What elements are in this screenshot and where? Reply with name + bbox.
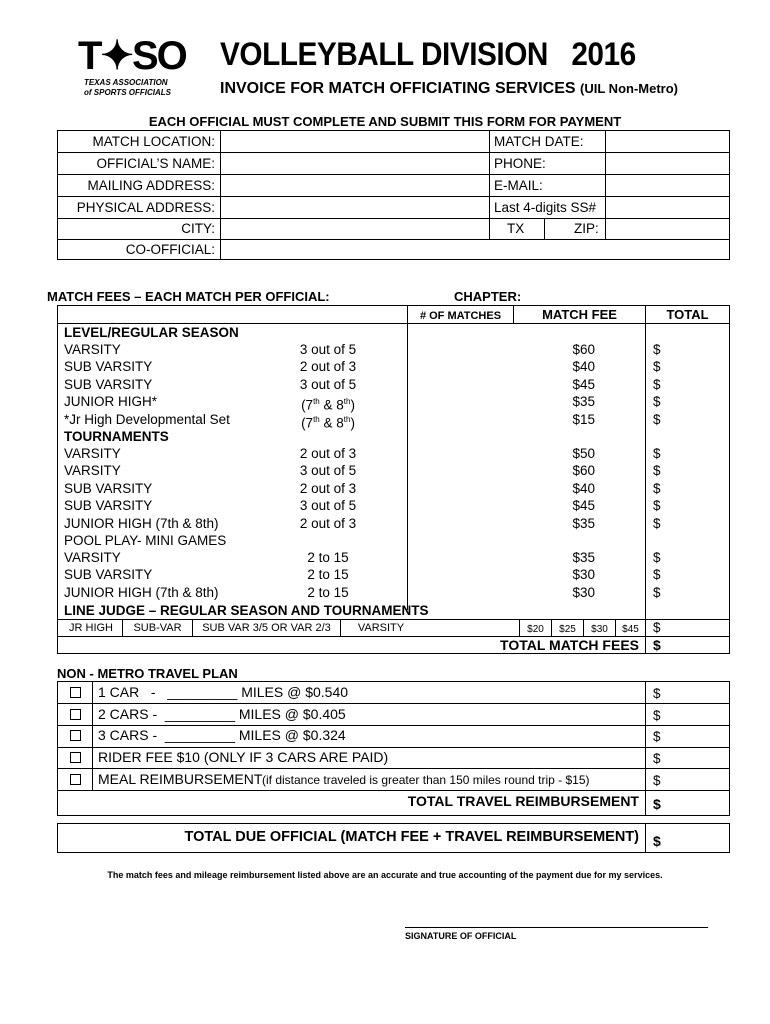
matches-count-field[interactable] xyxy=(409,497,512,513)
travel-item-text: 1 CAR - _________ MILES @ $0.540 xyxy=(98,684,349,700)
fee-total[interactable]: $ xyxy=(653,498,661,514)
fee-total[interactable]: $ xyxy=(653,480,661,496)
fee-level: SUB VARSITY xyxy=(64,359,153,375)
certification-statement: The match fees and mileage reimbursement listed above are an accurate and true accounting of the payment due for my services. xyxy=(107,870,663,880)
fee-format: 2 to 15 xyxy=(307,584,349,600)
line-judge-fee-25: $25 xyxy=(559,624,576,635)
fee-total[interactable]: $ xyxy=(653,515,661,531)
co-official-label: CO-OFFICIAL: xyxy=(125,242,215,257)
fee-total[interactable]: $ xyxy=(653,342,661,357)
phone-field[interactable] xyxy=(607,154,728,173)
travel-item-text: 3 CARS - _________ MILES @ $0.324 xyxy=(98,727,346,744)
city-field[interactable] xyxy=(222,220,488,238)
match-fees-heading: MATCH FEES – EACH MATCH PER OFFICIAL: xyxy=(47,289,330,304)
fee-amount: $50 xyxy=(572,446,595,461)
ssn-label: Last 4-digits SS# xyxy=(494,200,597,215)
fee-format: 2 to 15 xyxy=(307,567,349,583)
section-pool-play: POOL PLAY- MINI GAMES xyxy=(64,533,227,548)
line-judge-col-sub-var: SUB-VAR xyxy=(133,622,182,634)
zip-field[interactable] xyxy=(607,220,728,238)
logo-line-1: TEXAS ASSOCIATION xyxy=(84,78,168,87)
match-date-label: MATCH DATE: xyxy=(494,134,584,149)
state-tx: TX xyxy=(507,221,525,236)
subtitle-small: (UIL Non-Metro) xyxy=(580,81,678,96)
fee-total[interactable]: $ xyxy=(653,567,661,583)
logo-line-2: of SPORTS OFFICIALS xyxy=(84,88,171,97)
line-judge-total[interactable]: $ xyxy=(653,620,661,635)
travel-plan-heading: NON - METRO TRAVEL PLAN xyxy=(57,666,238,681)
fee-amount: $15 xyxy=(572,411,595,427)
city-label: CITY: xyxy=(181,221,215,236)
section-line-judge: LINE JUDGE – REGULAR SEASON AND TOURNAMENTS xyxy=(64,603,429,618)
section-regular-season: LEVEL/REGULAR SEASON xyxy=(64,325,239,340)
fee-format: (7th & 8th) xyxy=(301,414,355,431)
travel-item-text: MEAL REIMBURSEMENT xyxy=(98,770,263,787)
matches-count-field[interactable] xyxy=(409,376,512,392)
travel-checkbox[interactable] xyxy=(70,774,81,785)
fee-format: 3 out of 5 xyxy=(299,463,357,479)
travel-item-text: 2 CARS - _________ MILES @ $0.405 xyxy=(98,705,346,722)
matches-count-field[interactable] xyxy=(409,341,512,357)
fee-amount: $30 xyxy=(572,567,595,583)
travel-item-total[interactable]: $ xyxy=(653,686,661,701)
fee-amount: $45 xyxy=(572,498,595,514)
physical-address-label: PHYSICAL ADDRESS: xyxy=(76,200,215,215)
fee-total[interactable]: $ xyxy=(653,411,661,427)
line-judge-col-sub-var-3-5: SUB VAR 3/5 OR VAR 2/3 xyxy=(202,622,331,634)
page-subtitle xyxy=(220,80,678,98)
matches-count-field[interactable] xyxy=(409,549,512,565)
fee-format: 2 out of 3 xyxy=(299,359,357,375)
total-due-label: TOTAL DUE OFFICIAL (MATCH FEE + TRAVEL REIMBURSEMENT) xyxy=(184,829,639,845)
col-header-match-fee: MATCH FEE xyxy=(542,307,617,322)
fee-total[interactable]: $ xyxy=(653,394,661,410)
travel-item-total[interactable]: $ xyxy=(653,772,661,788)
travel-item-total[interactable]: $ xyxy=(653,729,661,745)
officials-name-field[interactable] xyxy=(222,154,488,173)
matches-count-field[interactable] xyxy=(409,566,512,582)
travel-checkbox[interactable] xyxy=(70,752,81,763)
matches-count-field[interactable] xyxy=(409,358,512,374)
co-official-field[interactable] xyxy=(222,241,728,258)
physical-address-field[interactable] xyxy=(222,198,488,217)
fee-level: SUB VARSITY xyxy=(64,498,153,514)
matches-count-field[interactable] xyxy=(409,515,512,531)
fee-amount: $60 xyxy=(572,342,595,357)
fee-amount: $40 xyxy=(572,480,595,496)
fee-format: 2 out of 3 xyxy=(299,480,357,496)
fee-amount: $45 xyxy=(572,376,595,392)
matches-count-field[interactable] xyxy=(409,411,512,427)
fee-level: VARSITY xyxy=(64,550,121,565)
fee-format: 2 out of 3 xyxy=(299,515,357,531)
email-label: E-MAIL: xyxy=(494,178,543,193)
travel-item-total[interactable]: $ xyxy=(653,707,661,723)
total-match-fees-label: TOTAL MATCH FEES xyxy=(500,637,639,653)
total-travel-value[interactable]: $ xyxy=(653,796,661,812)
matches-count-field[interactable] xyxy=(409,393,512,409)
travel-checkbox[interactable] xyxy=(70,730,81,741)
fee-amount: $40 xyxy=(572,359,595,375)
line-judge-fee-30: $30 xyxy=(591,624,608,635)
matches-count-field[interactable] xyxy=(409,445,512,461)
fee-total[interactable]: $ xyxy=(653,359,661,375)
fee-total[interactable]: $ xyxy=(653,584,661,600)
fee-total[interactable]: $ xyxy=(653,550,661,565)
official-info-box xyxy=(57,130,730,260)
fee-format: 2 to 15 xyxy=(307,550,349,565)
total-match-fees-value[interactable]: $ xyxy=(653,637,661,653)
fee-level: SUB VARSITY xyxy=(64,480,153,496)
travel-table xyxy=(57,681,730,816)
zip-label: ZIP: xyxy=(574,221,599,236)
travel-checkbox[interactable] xyxy=(70,709,81,720)
fee-amount: $35 xyxy=(572,515,595,531)
line-judge-col-varsity: VARSITY xyxy=(357,622,405,634)
mailing-address-label: MAILING ADDRESS: xyxy=(87,178,215,193)
chapter-label: CHAPTER: xyxy=(454,289,522,304)
matches-count-field[interactable] xyxy=(409,462,512,478)
matches-count-field[interactable] xyxy=(409,584,512,600)
match-date-field[interactable] xyxy=(607,132,728,151)
match-fees-table xyxy=(57,305,730,654)
match-location-field[interactable] xyxy=(222,132,488,151)
fee-amount: $60 xyxy=(572,463,595,479)
line-judge-fee-20: $20 xyxy=(527,624,544,635)
tasso-logo xyxy=(78,34,186,98)
fee-format: 2 out of 3 xyxy=(299,446,357,461)
fee-format: 3 out of 5 xyxy=(299,342,357,357)
match-location-label: MATCH LOCATION: xyxy=(92,134,215,149)
logo-wordmark: T✦SO xyxy=(78,34,186,78)
fee-level: JUNIOR HIGH (7th & 8th) xyxy=(64,584,219,600)
travel-item-text: RIDER FEE $10 (ONLY IF 3 CARS ARE PAID) xyxy=(98,749,389,766)
fee-level: VARSITY xyxy=(64,463,121,479)
fee-level: SUB VARSITY xyxy=(64,567,153,583)
fee-level: VARSITY xyxy=(64,342,121,357)
fee-level: VARSITY xyxy=(64,446,121,461)
total-due-box xyxy=(57,823,730,853)
signature-label: SIGNATURE OF OFFICIAL xyxy=(405,931,517,941)
col-header-total: TOTAL xyxy=(666,307,709,322)
instruction-text: EACH OFFICIAL MUST COMPLETE AND SUBMIT THIS FORM FOR PAYMENT xyxy=(148,114,622,129)
fee-total[interactable]: $ xyxy=(653,463,661,479)
mailing-address-field[interactable] xyxy=(222,176,488,195)
fee-total[interactable]: $ xyxy=(653,446,661,461)
col-header-matches: # OF MATCHES xyxy=(419,310,502,322)
page-title: VOLLEYBALL DIVISION 2016 xyxy=(220,36,636,72)
phone-label: PHONE: xyxy=(494,156,546,171)
fee-level: JUNIOR HIGH (7th & 8th) xyxy=(64,515,219,531)
travel-item-note: (if distance traveled is greater than 150 miles round trip - $15) xyxy=(262,772,590,787)
total-travel-label: TOTAL TRAVEL REIMBURSEMENT xyxy=(407,793,639,809)
matches-count-field[interactable] xyxy=(409,480,512,496)
line-judge-fee-45: $45 xyxy=(622,624,639,635)
fee-level: SUB VARSITY xyxy=(64,376,153,392)
fee-amount: $35 xyxy=(572,550,595,565)
total-due-value[interactable]: $ xyxy=(653,833,661,849)
ssn-field[interactable] xyxy=(607,198,728,217)
line-judge-col-jr-high: JR HIGH xyxy=(69,622,113,634)
subtitle-main: INVOICE FOR MATCH OFFICIATING SERVICES xyxy=(220,80,576,97)
fee-amount: $30 xyxy=(572,584,595,600)
fee-level: *Jr High Developmental Set xyxy=(64,411,230,427)
officials-name-label: OFFICIAL’S NAME: xyxy=(96,156,215,171)
signature-line[interactable] xyxy=(405,927,708,928)
section-tournaments: TOURNAMENTS xyxy=(64,429,169,444)
fee-total[interactable]: $ xyxy=(653,376,661,392)
fee-format: 3 out of 5 xyxy=(299,376,357,392)
travel-item-total[interactable]: $ xyxy=(653,751,661,767)
travel-checkbox[interactable] xyxy=(70,687,81,698)
fee-amount: $35 xyxy=(572,394,595,410)
fee-format: (7th & 8th) xyxy=(301,397,355,413)
fee-level: JUNIOR HIGH* xyxy=(64,394,158,410)
email-field[interactable] xyxy=(607,176,728,195)
fee-format: 3 out of 5 xyxy=(299,498,357,514)
